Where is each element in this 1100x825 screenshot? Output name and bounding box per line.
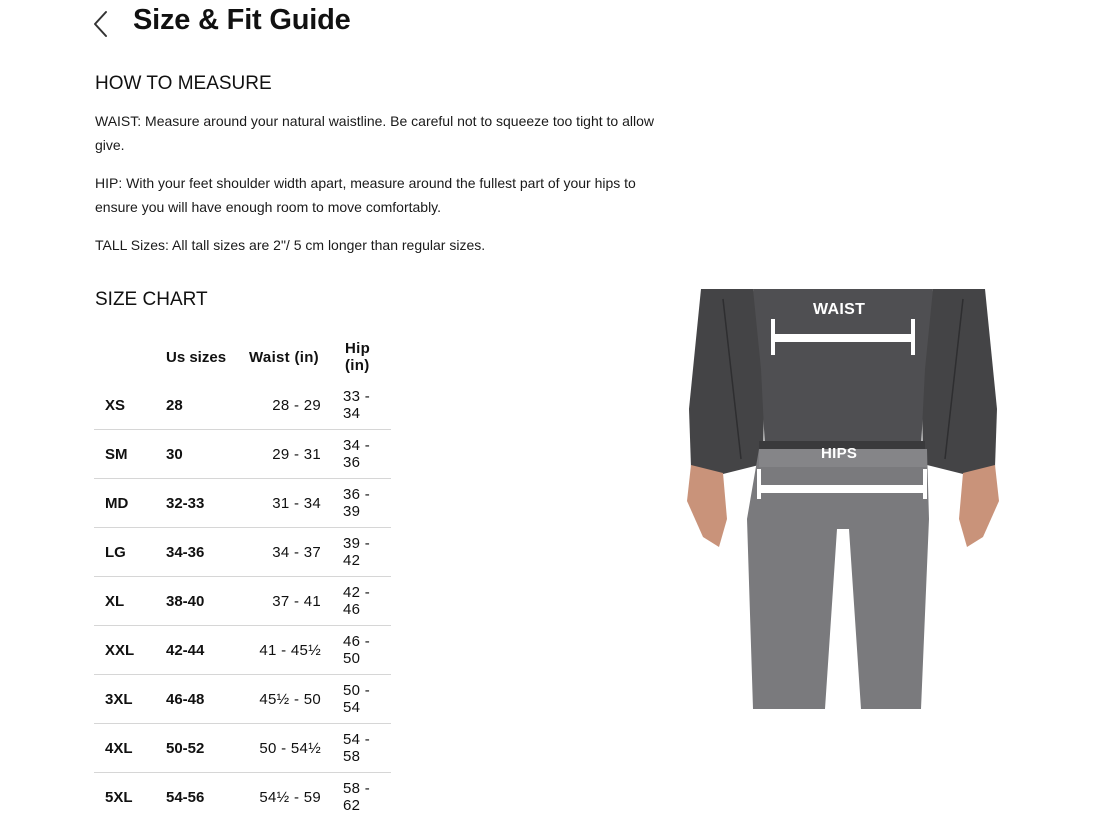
us-size: 28 (166, 381, 239, 430)
waist-range: 29 - 31 (239, 430, 329, 479)
hip-range: 33 - 34 (329, 381, 391, 430)
table-header-row (94, 333, 391, 381)
column-header-waist: Waist (in) (249, 348, 319, 366)
table-row (94, 381, 391, 430)
page-title: Size & Fit Guide (133, 4, 351, 36)
tall-instruction: TALL Sizes: All tall sizes are 2"/ 5 cm longer than regular sizes. (95, 237, 486, 253)
waist-instruction: WAIST: Measure around your natural waistline. Be careful not to squeeze too tight to allow give. (95, 113, 655, 153)
us-size: 38-40 (166, 577, 239, 626)
us-size: 32-33 (166, 479, 239, 528)
hip-range: 39 - 42 (329, 528, 391, 577)
size-label: XL (94, 577, 166, 626)
measurement-figure (683, 289, 1003, 709)
column-header-size (94, 333, 166, 381)
hips-figure-label: HIPS (821, 445, 858, 462)
hip-range: 50 - 54 (329, 675, 391, 724)
waist-range: 31 - 34 (239, 479, 329, 528)
hip-range: 46 - 50 (329, 626, 391, 675)
waist-range: 50 - 54½ (239, 724, 329, 773)
table-row (94, 724, 391, 773)
table-row (94, 577, 391, 626)
how-to-measure-heading: HOW TO MEASURE (95, 73, 272, 94)
waist-figure-label: WAIST (813, 301, 866, 318)
size-chart-table (94, 333, 391, 821)
us-size: 34-36 (166, 528, 239, 577)
size-label: 3XL (94, 675, 166, 724)
body-measurement-illustration (683, 289, 1003, 709)
waist-range: 45½ - 50 (239, 675, 329, 724)
table-row (94, 479, 391, 528)
waist-range: 28 - 29 (239, 381, 329, 430)
waist-range: 41 - 45½ (239, 626, 329, 675)
us-size: 46-48 (166, 675, 239, 724)
table-row (94, 626, 391, 675)
size-label: 5XL (105, 788, 133, 806)
table-row (94, 430, 391, 479)
waist-range: 34 - 37 (239, 528, 329, 577)
size-label: MD (94, 479, 166, 528)
hip-range: 54 - 58 (329, 724, 391, 773)
table-row (94, 773, 391, 822)
column-header-hip: Hip (in) (345, 340, 371, 374)
size-label: 4XL (94, 724, 166, 773)
us-size: 42-44 (166, 626, 239, 675)
hip-instruction: HIP: With your feet shoulder width apart, measure around the fullest part of your hips to ensure you will have enough room to move comfortably. (95, 175, 636, 215)
measure-instructions (95, 109, 665, 271)
size-label: XXL (94, 626, 166, 675)
table-row (94, 528, 391, 577)
hip-range: 42 - 46 (329, 577, 391, 626)
size-chart-heading: SIZE CHART (95, 289, 208, 310)
hip-range: 58 - 62 (343, 780, 371, 814)
table-row (94, 675, 391, 724)
waist-range: 54½ - 59 (259, 788, 321, 806)
us-size: 30 (166, 430, 239, 479)
back-button[interactable] (88, 10, 116, 40)
hip-range: 34 - 36 (329, 430, 391, 479)
column-header-us-sizes: Us sizes (166, 348, 227, 366)
hip-range: 36 - 39 (329, 479, 391, 528)
us-size: 50-52 (166, 724, 239, 773)
chevron-left-icon (88, 10, 116, 40)
size-label: LG (94, 528, 166, 577)
us-size: 54-56 (166, 788, 205, 806)
size-label: SM (94, 430, 166, 479)
size-label: XS (94, 381, 166, 430)
waist-range: 37 - 41 (239, 577, 329, 626)
